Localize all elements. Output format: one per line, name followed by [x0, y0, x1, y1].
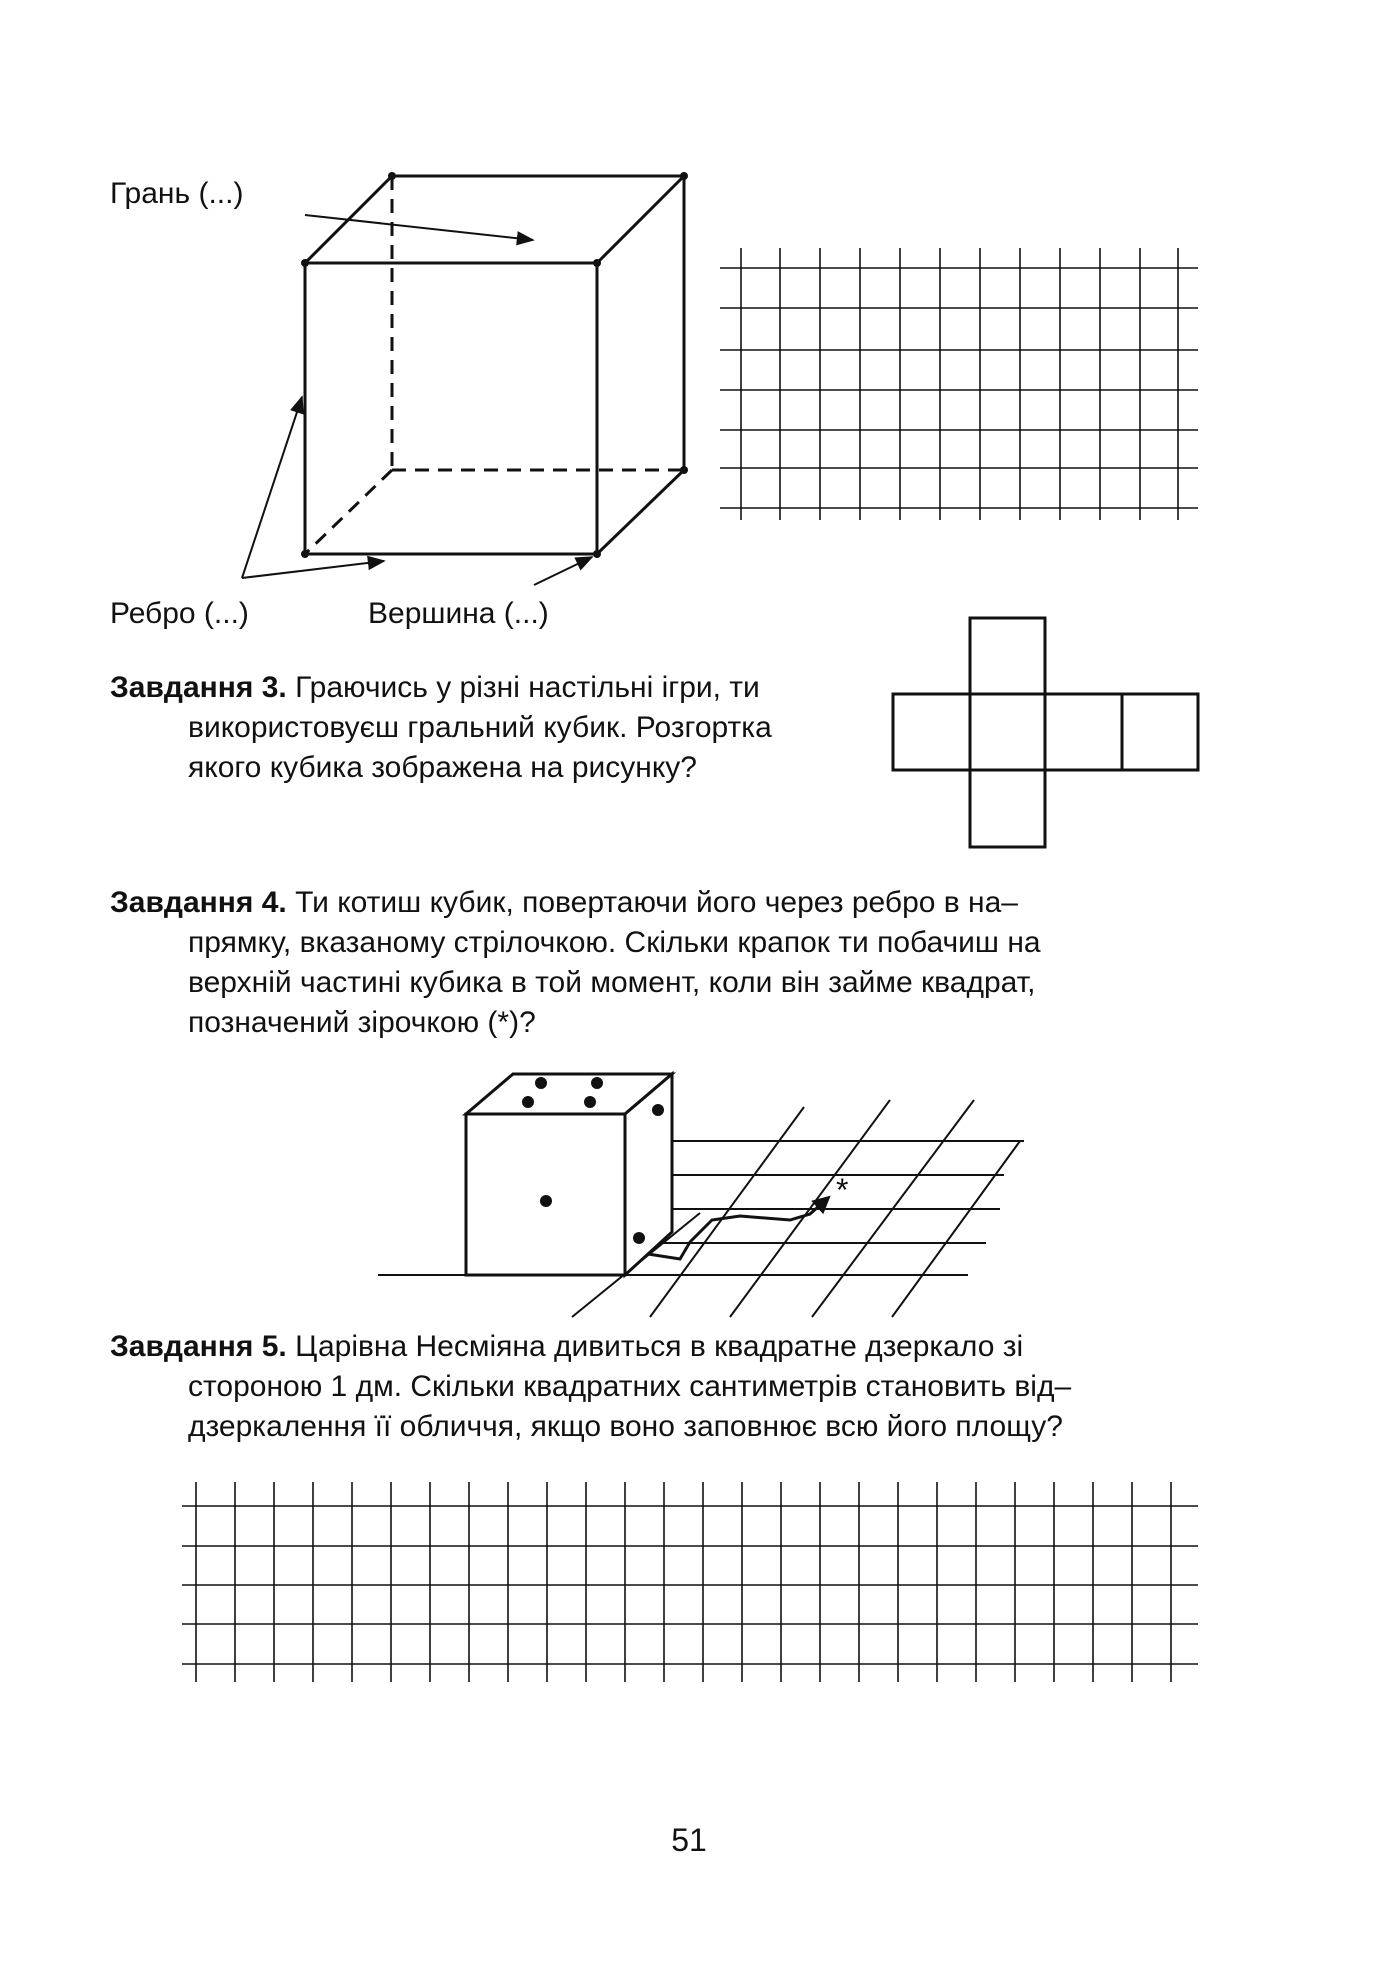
- task-3: [110, 668, 772, 788]
- task-4-line-4: позначений зірочкою (*)?: [188, 1006, 536, 1039]
- grid-top-right: [720, 248, 1198, 520]
- task-3-line-1: Граючись у різні настільні ігри, ти: [295, 671, 760, 704]
- task-3-title: Завдання 3.: [110, 671, 287, 704]
- edge-label: Ребро (...): [110, 597, 249, 630]
- task-3-line-2: використовуєш гральний кубик. Розгортка: [188, 711, 772, 744]
- die-body: [466, 1074, 672, 1275]
- task-4-line-3: верхній частині кубика в той момент, коли він займе квадрат,: [188, 966, 1036, 999]
- task-4-line-2: прямку, вказаному стрілочкою. Скільки крапок ти побачиш на: [188, 926, 1041, 959]
- task-4-title: Завдання 4.: [110, 886, 287, 919]
- cube-net: [893, 618, 1198, 847]
- roll-path-arrow: [648, 1198, 828, 1259]
- task-4: [110, 883, 1041, 1043]
- vertex-label: Вершина (...): [368, 597, 549, 630]
- task-4-line-1: Ти котиш кубик, повертаючи його через ребро в на–: [295, 886, 1018, 919]
- task-5-line-3: дзеркалення її обличчя, якщо воно заповнює всю його площу?: [188, 1410, 1063, 1443]
- task-5: [110, 1327, 1071, 1447]
- task-5-line-2: стороною 1 дм. Скільки квадратних сантиметрів становить від–: [188, 1370, 1072, 1403]
- star-marker: *: [836, 1172, 849, 1208]
- task-3-line-3: якого кубика зображена на рисунку?: [188, 751, 697, 784]
- task-5-title: Завдання 5.: [110, 1330, 287, 1363]
- page-number: 51: [671, 1822, 707, 1858]
- cube-pointer-arrows: [242, 215, 592, 585]
- cube-edges: [305, 176, 684, 554]
- grid-bottom: [182, 1482, 1198, 1682]
- task-5-line-1: Царівна Несміяна дивиться в квадратне дзеркало зі: [295, 1330, 1024, 1363]
- face-label: Грань (...): [110, 177, 244, 210]
